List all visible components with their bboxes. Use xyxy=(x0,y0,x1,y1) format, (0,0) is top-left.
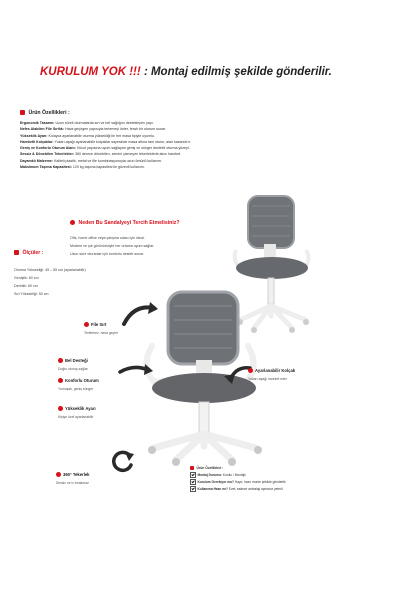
info-icon xyxy=(20,110,25,115)
summary-box xyxy=(190,466,330,493)
feature-text: Kaliteli plastik, metal ve file kombinasyonuyla uzun ömürlü kullanım. xyxy=(53,158,162,163)
summary-text: Kurulu / Montajlı xyxy=(222,473,246,477)
callout-lumbar: Bel Desteği Doğru oturuş sağlar xyxy=(58,358,88,372)
feature-text: Uzun süreli oturmalarda sırt ve bel sağlığını destekleyen yapı. xyxy=(55,121,154,125)
feature-row xyxy=(20,164,270,170)
arrow-icon-file-back xyxy=(120,300,160,330)
why-title: Neden Bu Sandalyeyi Tercih Etmelisiniz? xyxy=(70,220,180,226)
dimension-line: Sırt Yüksekliği: 50 cm xyxy=(14,292,49,296)
cushion-icon xyxy=(58,378,63,383)
callout-comfort: Konforlu Oturum Yumuşak, geniş sünger xyxy=(58,378,99,392)
why-line: Modern ve şık görünümüyle her ortama uyum sağlar. xyxy=(70,244,155,248)
check-list-icon xyxy=(190,466,194,470)
summary-list xyxy=(190,472,330,493)
ruler-icon xyxy=(14,250,19,255)
feature-text: 360 derece dönebilen, zemini çizmeyen tekerleklerle akıcı hareket. xyxy=(75,152,182,157)
checkbox-icon xyxy=(190,486,196,492)
header-note: : Montaj edilmiş şekilde gönderilir. xyxy=(143,66,332,78)
summary-label: Montaj Durumu: xyxy=(197,473,222,477)
feature-label: Nefes Alabilen File Sırtlık: xyxy=(20,127,65,132)
summary-label: Kullanıma Hazır mı? xyxy=(197,487,228,491)
feature-label: Ergonomik Tasarım: xyxy=(20,121,55,125)
armrest-icon xyxy=(248,368,253,373)
wheel-icon xyxy=(56,472,61,477)
dimensions-section xyxy=(14,250,86,298)
checkbox-icon xyxy=(190,472,196,478)
summary-text: Hayır, hazır monte şekilde gönderilir. xyxy=(234,480,287,484)
height-icon xyxy=(58,406,63,411)
feature-label: Hareketli Kolçaklar: xyxy=(20,139,54,144)
summary-row xyxy=(190,486,330,493)
feature-label: Sessiz & Dönebilen Tekerlekler: xyxy=(20,152,75,157)
feature-text: Hava geçirgen yapısıyla terlemeyi önler, ferah bir oturum sunar. xyxy=(65,127,166,132)
callout-file-back: File Sırt Terletmez, hava geçirir xyxy=(84,322,119,336)
checkbox-icon xyxy=(190,479,196,485)
header-warning: KURULUM YOK !!! xyxy=(40,66,141,78)
callout-armrest: Ayarlanabilir Kolçak Yukarı-aşağı hareket eder xyxy=(248,368,296,382)
mesh-icon xyxy=(84,322,89,327)
dimensions-title: Ölçüler : xyxy=(14,250,86,256)
feature-text: Yukarı-aşağı ayarlanabilir kolçaklar sayesinde masa altına tam oturur, alan kazandırır. xyxy=(54,139,191,144)
why-line: Ofis, home office veya çalışma odası için ideal. xyxy=(70,236,145,240)
dimension-line: Oturma Yüksekliği: 45 – 55 cm (ayarlanabilir) xyxy=(14,268,86,272)
features-section xyxy=(20,110,270,170)
dimension-line: Genişlik: 60 cm xyxy=(14,276,39,280)
dimension-line: Derinlik: 60 cm xyxy=(14,284,38,288)
thumbs-up-icon xyxy=(70,220,75,225)
page-header xyxy=(40,66,370,78)
summary-row xyxy=(190,472,330,479)
callout-wheels: 360° Tekerlek Sessiz ve iz bırakmaz xyxy=(56,472,90,486)
feature-label: Maksimum Taşıma Kapasitesi: xyxy=(20,165,72,170)
summary-title: Ürün Özellikleri : xyxy=(190,466,330,470)
callout-height: Yükseklik Ayarı Kişiye özel ayarlanabilir xyxy=(58,406,96,420)
spine-icon xyxy=(58,358,63,363)
summary-label: Kurulum Gerekiyor mu? xyxy=(197,480,234,484)
features-list xyxy=(20,120,270,170)
why-section xyxy=(70,220,180,258)
feature-text: Vücut yapısına uyum sağlayan geniş ve sünger destekli oturma yüzeyi. xyxy=(76,146,190,151)
arrow-icon-lumbar xyxy=(118,360,154,380)
feature-label: Dayanıklı Malzeme: xyxy=(20,158,53,163)
features-title: Ürün Özellikleri : xyxy=(20,110,270,116)
feature-label: Yükseklik Ayarı: xyxy=(20,133,48,138)
feature-text: Kolayca ayarlanabilir oturma yüksekliği ile her masa tipiyle uyumlu. xyxy=(48,133,155,138)
rotate-arrow-icon xyxy=(110,448,136,474)
feature-label: Geniş ve Konforlu Oturum Alanı: xyxy=(20,146,76,151)
feature-text: 120 kg taşıma kapasitesi ile güvenli kullanım. xyxy=(72,165,145,170)
why-line: Uzun süre oturanlar için konforlu destek sunar. xyxy=(70,252,145,256)
summary-text: Evet, sadece ambalajı açmanız yeterli. xyxy=(228,487,284,491)
why-list xyxy=(70,234,180,258)
summary-row xyxy=(190,479,330,486)
dimensions-list xyxy=(14,266,86,298)
